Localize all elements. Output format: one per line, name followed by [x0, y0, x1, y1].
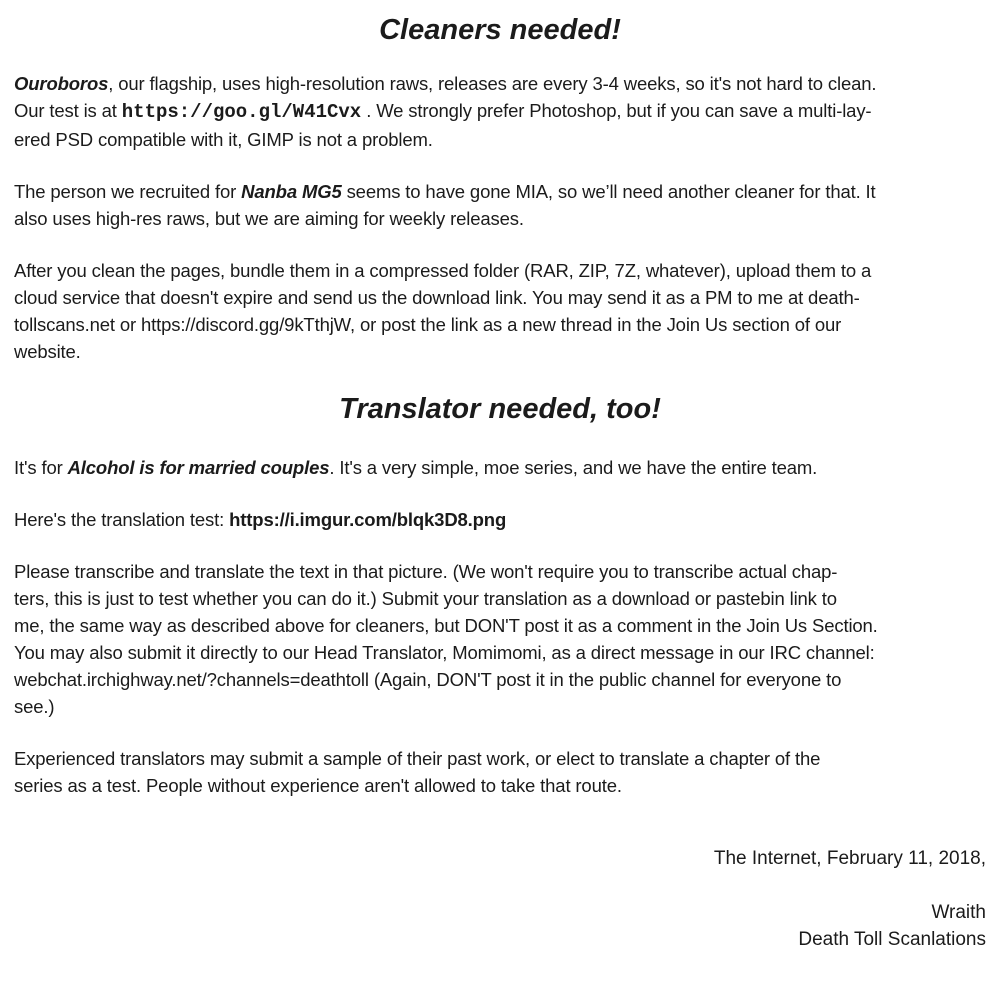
text-line — [14, 70, 986, 97]
text-line — [14, 612, 986, 639]
submission-instructions-paragraph — [14, 257, 986, 365]
text-run: . It's a very simple, moe series, and we have the entire team. — [329, 457, 818, 478]
text-line — [14, 506, 986, 533]
text-line — [14, 257, 986, 284]
text-run: It's for — [14, 457, 68, 478]
text-run: After you clean the pages, bundle them in a compressed folder (RAR, ZIP, 7Z, whatever), upload them to a — [14, 260, 872, 281]
nanba-paragraph — [14, 178, 986, 232]
text-line — [14, 126, 986, 153]
text-run: (Again, DON'T post it in the public channel for everyone to — [368, 669, 842, 690]
text-run: . We strongly prefer Photoshop, but if you can save a multi-lay- — [361, 100, 872, 121]
text-run: You may also submit it directly to our Head Translator, Momimomi, as a direct message in our IRC channel: — [14, 642, 875, 663]
signature-date: The Internet, February 11, 2018, — [713, 848, 986, 869]
text-run: Please transcribe and translate the text in that picture. (We won't require you to transcribe actual chap- — [14, 561, 838, 582]
discord-url: https://discord.gg/9kTthjW — [141, 314, 350, 335]
text-run: Experienced translators may submit a sample of their past work, or elect to translate a chapter of the — [14, 748, 821, 769]
text-line — [14, 745, 986, 772]
text-run: tollscans.net or — [14, 314, 142, 335]
text-line — [14, 178, 986, 205]
text-run: The person we recruited for — [14, 181, 242, 202]
text-line — [14, 639, 986, 666]
signature-group: Death Toll Scanlations — [798, 929, 986, 950]
experienced-translators-paragraph — [14, 745, 986, 799]
cleaner-test-url: https://goo.gl/W41Cvx — [121, 101, 362, 123]
signature-author: Wraith — [931, 902, 986, 923]
text-line — [14, 338, 986, 365]
text-run: , our flagship, uses high-resolution raws, releases are every 3-4 weeks, so it's not hard to clean. — [108, 73, 877, 94]
alcohol-paragraph — [14, 454, 986, 481]
translation-instructions-paragraph — [14, 558, 986, 720]
translation-test-paragraph — [14, 506, 986, 533]
text-run: website. — [14, 341, 81, 362]
text-run: ered PSD compatible with it, GIMP is not a problem. — [14, 129, 433, 150]
text-run: seems to have gone MIA, so we’ll need another cleaner for that. It — [341, 181, 876, 202]
translators-heading: Translator needed, too! — [339, 393, 661, 425]
alcohol-series-title: Alcohol is for married couples — [67, 457, 330, 478]
text-run: also uses high-res raws, but we are aiming for weekly releases. — [14, 208, 524, 229]
text-line — [14, 284, 986, 311]
text-run: ters, this is just to test whether you can do it.) Submit your translation as a download or pastebin link to — [14, 588, 837, 609]
irc-webchat-url: webchat.irchighway.net/?channels=deathtoll — [14, 669, 369, 690]
signature — [14, 845, 986, 953]
signature-spacer — [14, 872, 986, 899]
text-run: Here's the translation test: — [14, 509, 230, 530]
text-line — [14, 558, 986, 585]
text-line — [14, 772, 986, 799]
text-run: me, the same way as described above for cleaners, but DON'T post it as a comment in the Join Us Section. — [14, 615, 878, 636]
text-line — [14, 205, 986, 232]
text-run: , or post the link as a new thread in the Join Us section of our — [349, 314, 842, 335]
text-line — [14, 454, 986, 481]
text-line — [14, 693, 986, 720]
text-line — [14, 97, 986, 126]
ouroboros-series-title: Ouroboros — [14, 73, 109, 94]
document-body — [14, 12, 986, 799]
text-run: series as a test. People without experience aren't allowed to take that route. — [14, 775, 622, 796]
ouroboros-paragraph — [14, 70, 986, 153]
text-line — [14, 666, 986, 693]
text-run: Our test is at — [14, 100, 122, 121]
cleaners-heading: Cleaners needed! — [379, 14, 621, 46]
translation-test-url: https://i.imgur.com/blqk3D8.png — [229, 509, 507, 530]
text-line — [14, 311, 986, 338]
nanba-series-title: Nanba MG5 — [241, 181, 342, 202]
text-run: see.) — [14, 696, 55, 717]
text-run: cloud service that doesn't expire and send us the download link. You may send it as a PM to me at death- — [14, 287, 860, 308]
text-line — [14, 585, 986, 612]
